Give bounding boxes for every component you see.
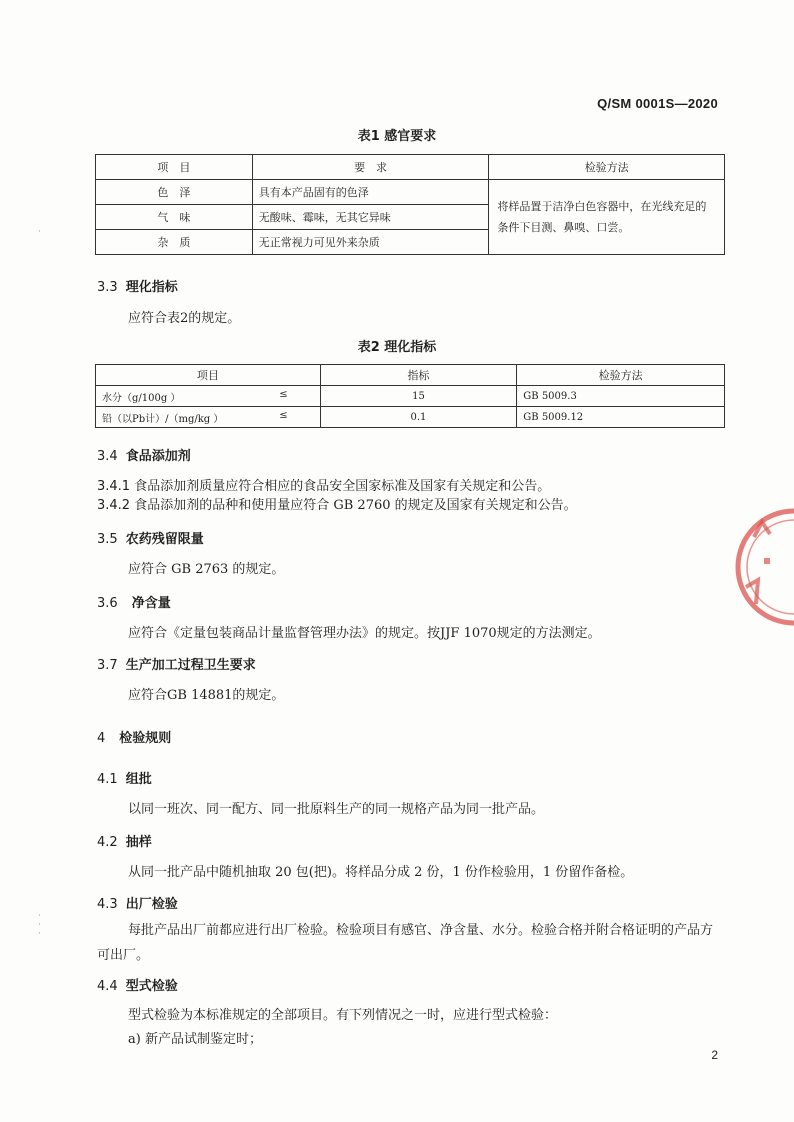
section-heading-4-4: 4.4 型式检验 [97, 979, 178, 994]
table-header-row [96, 155, 725, 180]
paragraph-3-4-2: 3.4.2 食品添加剂的品种和使用量应符合 GB 2760 的规定及国家有关规定和公告。 [97, 498, 577, 513]
table-row [96, 386, 725, 407]
paragraph: 型式检验为本标准规定的全部项目。有下列情况之一时，应进行型式检验： [128, 1008, 558, 1023]
paragraph: 以同一班次、同一配方、同一批原料生产的同一规格产品为同一批产品。 [128, 802, 545, 817]
section-heading-4: 4 检验规则 [97, 731, 172, 746]
section-heading-3-4: 3.4 食品添加剂 [97, 449, 191, 464]
table-cell-method: GB 5009.3 [517, 386, 725, 407]
table-cell-value: 15 [320, 386, 517, 407]
margin-mark: · · · [38, 911, 41, 939]
table-row [96, 180, 725, 205]
list-item-a: a) 新产品试制鉴定时； [128, 1032, 262, 1047]
section-heading-3-6: 3.6 净含量 [97, 596, 171, 611]
le-symbol: ≤ [279, 388, 288, 400]
section-heading-3-7: 3.7 生产加工过程卫生要求 [97, 658, 256, 673]
paragraph: 应符合GB 14881的规定。 [128, 688, 285, 703]
table-cell-item: 杂 质 [96, 230, 253, 255]
paragraph: 从同一批产品中随机抽取 20 包(把)。将样品分成 2 份，1 份作检验用，1 份留作备检。 [128, 865, 634, 880]
sensory-requirements-table [95, 154, 725, 255]
paragraph: 应符合表2的规定。 [128, 311, 241, 326]
paragraph-3-4-1: 3.4.1 食品添加剂质量应符合相应的食品安全国家标准及国家有关规定和公告。 [97, 479, 551, 494]
section-heading-4-1: 4.1 组批 [97, 772, 152, 787]
table2-title: 表2 理化指标 [357, 340, 437, 355]
section-heading-4-2: 4.2 抽样 [97, 835, 152, 850]
physicochemical-table [95, 364, 725, 428]
table-header-cell: 指标 [320, 365, 517, 386]
table1-title: 表1 感官要求 [357, 129, 437, 144]
section-heading-4-3: 4.3 出厂检验 [97, 897, 178, 912]
paragraph: 应符合 GB 2763 的规定。 [128, 562, 285, 577]
section-heading-3-3: 3.3 理化指标 [97, 280, 178, 295]
table-header-cell: 项目 [96, 365, 321, 386]
table-row [96, 407, 725, 428]
table-cell-item: 色 泽 [96, 180, 253, 205]
document-code: Q/SM 0001S—2020 [597, 96, 718, 111]
red-seal-stamp-icon [734, 492, 794, 642]
paragraph: 应符合《定量包装商品计量监督管理办法》的规定。按JJF 1070规定的方法测定。 [128, 626, 601, 641]
table-header-row [96, 365, 725, 386]
section-heading-3-5: 3.5 农药残留限量 [97, 532, 204, 547]
table-cell-requirement: 具有本产品固有的色泽 [252, 180, 489, 205]
paragraph: 每批产品出厂前都应进行出厂检验。检验项目有感官、净含量、水分。检验合格并附合格证明的产品方可出厂。 [97, 923, 714, 963]
table-cell-method: 将样品置于洁净白色容器中，在光线充足的条件下目测、鼻嗅、口尝。 [489, 180, 725, 255]
table-header-cell: 检验方法 [489, 155, 725, 180]
table-cell-item: 水分（g/100g ） ≤ [96, 386, 321, 407]
table-cell-requirement: 无正常视力可见外来杂质 [252, 230, 489, 255]
page-number: 2 [711, 1048, 718, 1062]
table-cell-requirement: 无酸味、霉味，无其它异味 [252, 205, 489, 230]
table-cell-item: 铅（以Pb计）/（mg/kg ） ≤ [96, 407, 321, 428]
table-header-cell: 项 目 [96, 155, 253, 180]
table-cell-method: GB 5009.12 [517, 407, 725, 428]
table-cell-value: 0.1 [320, 407, 517, 428]
le-symbol: ≤ [279, 409, 288, 421]
table-header-cell: 要 求 [252, 155, 489, 180]
table-cell-item: 气 味 [96, 205, 253, 230]
table-header-cell: 检验方法 [517, 365, 725, 386]
margin-mark: · [38, 227, 41, 237]
